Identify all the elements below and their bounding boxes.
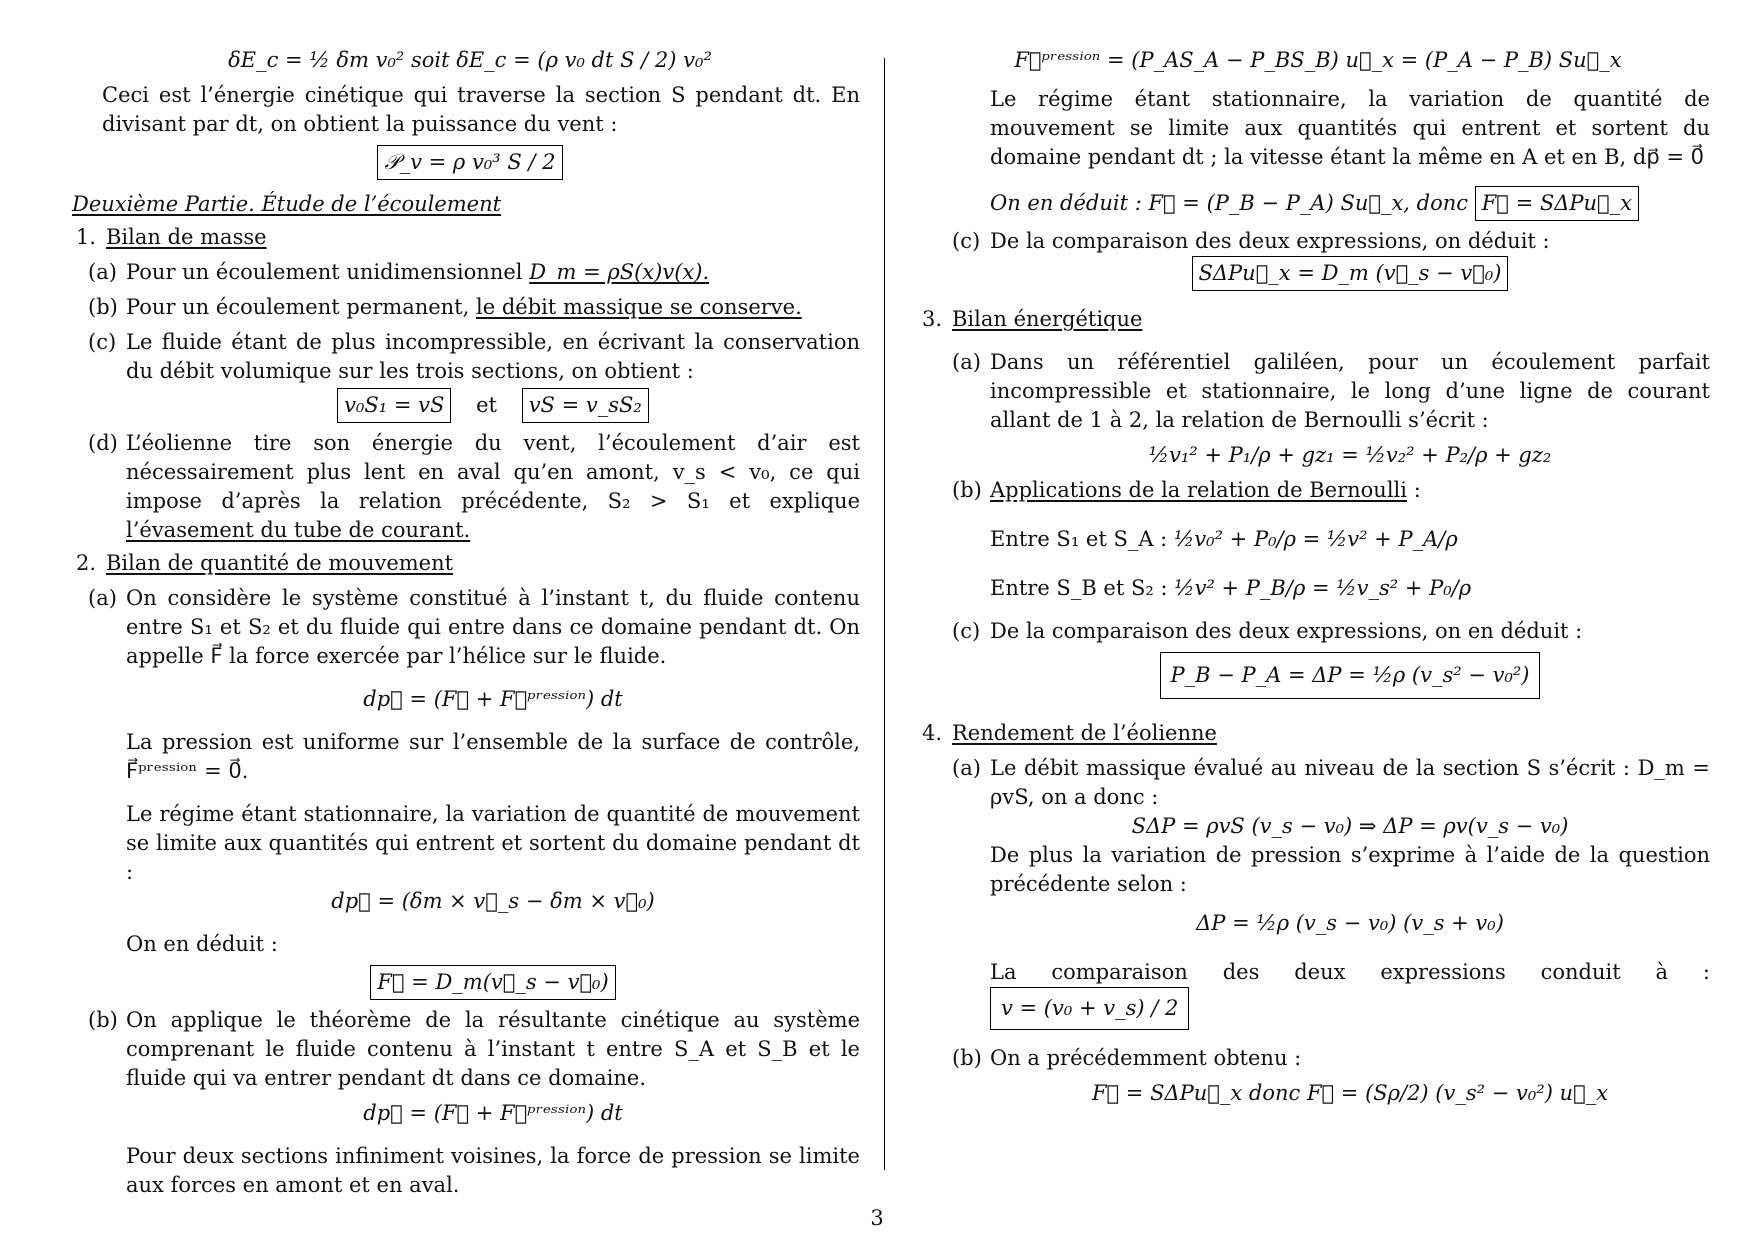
power-result [80, 145, 860, 180]
question-3 [922, 305, 1710, 334]
question-title: Bilan de masse [106, 225, 267, 249]
question-title: Bilan de quantité de mouvement [106, 551, 454, 575]
q3c-result-box: P_B − P_A = ΔP = ½ρ (v_s² − v₀²) [1160, 652, 1541, 699]
q4a-paragraph-2: De plus la variation de pression s’exprime à l’aide de la question précédente selon : [990, 843, 1710, 896]
q3b-line2-equation: ½v² + P_B/ρ = ½v_s² + P₀/ρ [1174, 576, 1472, 600]
sub-label: (c) [952, 229, 981, 253]
q4a-text: Le débit massique évalué au niveau de la section S s’écrit : D_m = ρvS, on a donc : [990, 756, 1710, 809]
q4a-equation-1: SΔP = ρvS (v_s − v₀) ⇒ ΔP = ρv(v_s − v₀) [1131, 814, 1569, 838]
q1a-text: Pour un écoulement unidimensionnel [126, 260, 523, 284]
question-title: Rendement de l’éolienne [952, 721, 1217, 745]
q3a [926, 348, 1710, 470]
sub-label: (d) [88, 431, 118, 455]
q3b-line1-label: Entre S₁ et S_A : [990, 527, 1168, 551]
bernoulli-equation: ½v₁² + P₁/ρ + gz₁ = ½v₂² + P₂/ρ + gz₂ [1148, 443, 1552, 467]
question-number: 4. [922, 721, 943, 745]
q4a [926, 754, 1710, 1030]
power-box: 𝒫_v = ρ v₀³ S / 2 [377, 145, 562, 180]
q4b-text: On a précédemment obtenu : [990, 1046, 1302, 1070]
sub-label: (a) [952, 350, 981, 374]
q2a-paragraph-4: On en déduit : [126, 932, 278, 956]
question-2 [76, 549, 860, 578]
q1c-box-1: v₀S₁ = vS [337, 388, 451, 423]
q4b [926, 1044, 1710, 1108]
q2c [926, 227, 1710, 291]
force-result-box: F⃗ = SΔPu⃗_x [1475, 186, 1639, 221]
q1d-text: L’éolienne tire son énergie du vent, l’écoulement d’air est nécessairement plus lent en aval qu’en amont, v_s < v₀, ce qui impose d’après la relation précédente, S₂ > S₁ et explique [126, 431, 860, 513]
sub-label: (b) [88, 295, 118, 319]
question-number: 1. [76, 225, 97, 249]
q1b [80, 293, 860, 322]
sub-label: (b) [952, 1046, 982, 1070]
q4a-equation-2: ΔP = ½ρ (v_s − v₀) (v_s + v₀) [1196, 911, 1504, 935]
q3b [926, 476, 1710, 603]
q2a-paragraph-2: La pression est uniforme sur l’ensemble de la surface de contrôle, F⃗ᵖʳᵉˢˢⁱᵒⁿ = 0⃗. [126, 730, 860, 783]
q3c [926, 617, 1710, 699]
sub-label: (a) [952, 756, 981, 780]
q4b-equation: F⃗ = SΔPu⃗_x donc F⃗ = (Sρ/2) (v_s² − v₀²) u⃗_x [1091, 1081, 1609, 1105]
right-paragraph-1: Le régime étant stationnaire, la variation de quantité de mouvement se limite aux quantités qui entrent et sortent du domaine pendant dt ; la vitesse étant la même en A et en B, dp⃗ = 0⃗ [990, 87, 1710, 169]
page-number: 3 [870, 1206, 884, 1230]
q2b-text: On applique le théorème de la résultante cinétique au système comprenant le fluide contenu à l’instant t entre S_A et S_B et le fluide qui va entrer pendant dt dans ce domaine. [126, 1008, 860, 1090]
right-column [922, 40, 1710, 1108]
q1c-box-2: vS = v_sS₂ [522, 388, 649, 423]
q2c-result-box: SΔPu⃗_x = D_m (v⃗_s − v⃗₀) [1192, 256, 1509, 291]
column-divider [884, 58, 885, 1170]
q2a [80, 584, 860, 1000]
sub-label: (a) [88, 586, 117, 610]
question-number: 2. [76, 551, 97, 575]
q3b-colon: : [1413, 478, 1421, 502]
section-title: Deuxième Partie. Étude de l’écoulement [72, 192, 502, 216]
sub-label: (a) [88, 260, 117, 284]
q1c-and: et [476, 393, 497, 417]
question-number: 3. [922, 307, 943, 331]
question-4 [922, 719, 1710, 748]
q4a-result-box: v = (v₀ + v_s) / 2 [990, 987, 1189, 1030]
question-1 [76, 223, 860, 252]
pressure-force-equation: F⃗ᵖʳᵉˢˢⁱᵒⁿ = (P_AS_A − P_BS_B) u⃗_x = (P_A − P_B) Su⃗_x [1014, 48, 1622, 72]
q2b-equation: dp⃗ = (F⃗ + F⃗ᵖʳᵉˢˢⁱᵒⁿ) dt [363, 1101, 623, 1125]
q2a-equation-2: dp⃗ = (δm × v⃗_s − δm × v⃗₀) [331, 889, 655, 913]
q1a-formula: D_m = ρS(x)v(x). [529, 260, 710, 284]
q2c-text: De la comparaison des deux expressions, on déduit : [990, 229, 1550, 253]
sub-label: (b) [952, 478, 982, 502]
q2a-paragraph-3: Le régime étant stationnaire, la variation de quantité de mouvement se limite aux quantités qui entrent et sortent du domaine pendant dt : [126, 802, 860, 884]
q3b-line2-label: Entre S_B et S₂ : [990, 576, 1168, 600]
q4a-paragraph-3: La comparaison des deux expressions conduit à : [990, 960, 1710, 984]
q3a-text: Dans un référentiel galiléen, pour un écoulement parfait incompressible et stationnaire, le long d’une ligne de courant allant de 1 à 2, la relation de Bernoulli s’écrit : [990, 350, 1710, 432]
q3b-title: Applications de la relation de Bernoulli [990, 478, 1407, 502]
q1b-underlined: le débit massique se conserve. [476, 295, 802, 319]
q2b-paragraph-2: Pour deux sections infiniment voisines, la force de pression se limite aux forces en amont et en aval. [126, 1144, 860, 1197]
q2a-equation-1: dp⃗ = (F⃗ + F⃗ᵖʳᵉˢˢⁱᵒⁿ) dt [363, 687, 623, 711]
q2a-text: On considère le système constitué à l’instant t, du fluide contenu entre S₁ et S₂ et du fluide qui entre dans ce domaine pendant dt. On appelle F⃗ la force exercée par l’hélice sur le fluide. [126, 586, 860, 668]
right-paragraph-2 [990, 186, 1710, 221]
kinetic-energy-equation: δE_c = ½ δm v₀² soit δE_c = (ρ v₀ dt S / 2) v₀² [228, 48, 712, 72]
question-title: Bilan énergétique [952, 307, 1143, 331]
right-paragraph-2-text: On en déduit : F⃗ = (P_B − P_A) Su⃗_x, donc [990, 191, 1469, 215]
sub-label: (b) [88, 1008, 118, 1032]
q2b [80, 1006, 860, 1200]
sub-label: (c) [88, 330, 117, 354]
sub-label: (c) [952, 619, 981, 643]
q3b-line1-equation: ½v₀² + P₀/ρ = ½v² + P_A/ρ [1173, 527, 1458, 551]
q1d-underlined: l’évasement du tube de courant. [126, 518, 471, 542]
q2a-result-box: F⃗ = D_m(v⃗_s − v⃗₀) [370, 965, 615, 1000]
q1a [80, 258, 860, 287]
q1b-text: Pour un écoulement permanent, [126, 295, 470, 319]
paragraph-intro: Ceci est l’énergie cinétique qui traverse la section S pendant dt. En divisant par dt, on obtient la puissance du vent : [102, 83, 860, 136]
left-column [72, 40, 860, 1200]
q1d [80, 429, 860, 545]
q3c-text: De la comparaison des deux expressions, on en déduit : [990, 619, 1583, 643]
q1c-text: Le fluide étant de plus incompressible, en écrivant la conservation du débit volumique sur les trois sections, on obtient : [126, 330, 860, 383]
q1c [80, 328, 860, 423]
